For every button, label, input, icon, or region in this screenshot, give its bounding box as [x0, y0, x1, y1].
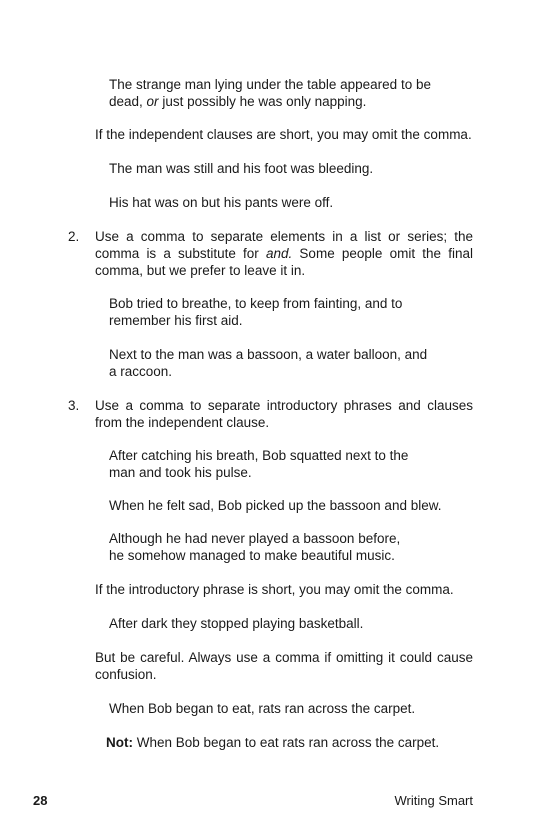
emphasis: or — [146, 94, 159, 109]
not-label: Not: — [106, 735, 133, 750]
body-paragraph: But be careful. Always use a comma if omitting it could cause — [95, 650, 473, 665]
emphasis: and. — [265, 246, 293, 261]
example-line: When Bob began to eat, rats ran across the carpet. — [109, 701, 416, 716]
example-line: His hat was on but his pants were off. — [109, 195, 334, 210]
example-line: Although he had never played a bassoon before, — [109, 531, 401, 546]
example-line: After dark they stopped playing basketball. — [109, 616, 364, 631]
example-line: man and took his pulse. — [109, 465, 252, 480]
example-line: dead, or just possibly he was only napping. — [109, 94, 367, 109]
example-line: remember his first aid. — [109, 313, 243, 328]
example-line: a raccoon. — [109, 364, 173, 379]
example-line: Bob tried to breathe, to keep from fainting, and to — [109, 296, 403, 311]
list-item-text: comma, but we prefer to leave it in. — [95, 263, 306, 278]
example-line: When he felt sad, Bob picked up the bassoon and blew. — [109, 498, 442, 513]
body-paragraph: If the independent clauses are short, you may omit the comma. — [95, 127, 472, 142]
example-line: he somehow managed to make beautiful music. — [109, 548, 395, 563]
counter-example-line: Not: When Bob began to eat rats ran across the carpet. — [106, 735, 440, 750]
list-item-text: Use a comma to separate introductory phrases and clauses — [95, 398, 473, 413]
list-item-text: comma is a substitute for and. Some people omit the final — [95, 246, 473, 261]
example-line: Next to the man was a bassoon, a water balloon, and — [109, 347, 428, 362]
list-item-text: from the independent clause. — [95, 415, 270, 430]
list-number: 3. — [68, 398, 80, 413]
page-number: 28 — [33, 793, 48, 808]
example-line: After catching his breath, Bob squatted next to the — [109, 448, 409, 463]
list-item-text: Use a comma to separate elements in a list or series; the — [95, 229, 473, 244]
body-paragraph: confusion. — [95, 667, 157, 682]
running-footer-title: Writing Smart — [394, 793, 473, 808]
example-line: The man was still and his foot was bleeding. — [109, 161, 374, 176]
list-number: 2. — [68, 229, 80, 244]
body-paragraph: If the introductory phrase is short, you may omit the comma. — [95, 582, 454, 597]
example-line: The strange man lying under the table appeared to be — [109, 77, 431, 92]
